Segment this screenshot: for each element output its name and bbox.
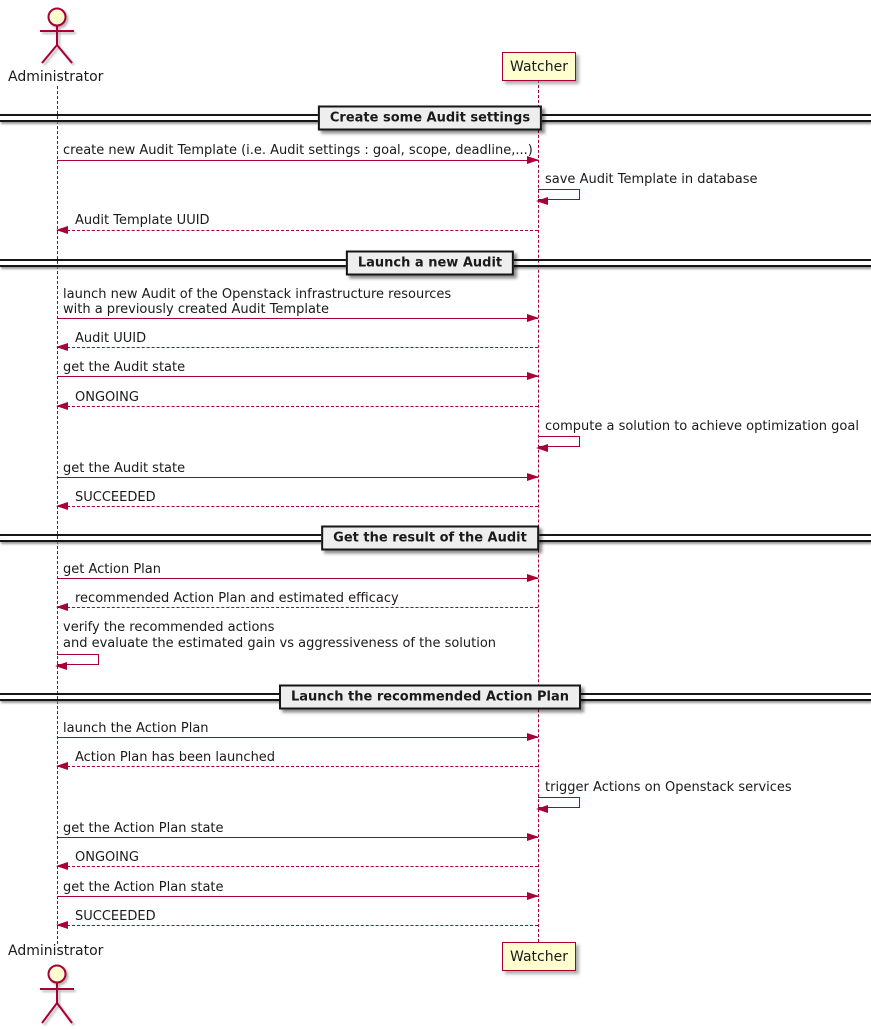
- message-arrow: [57, 578, 538, 579]
- message-label: get the Action Plan state: [63, 821, 224, 836]
- message-return-arrow: [57, 925, 538, 926]
- message-label: Audit UUID: [75, 331, 147, 346]
- message-label: get Action Plan: [63, 562, 161, 577]
- message-return-arrow: [57, 230, 538, 231]
- message-return-arrow: [57, 506, 538, 507]
- arrowhead-right-icon: [527, 833, 539, 841]
- message-arrow: [57, 837, 538, 838]
- divider-label: Create some Audit settings: [318, 106, 542, 131]
- arrowhead-left-icon: [56, 862, 68, 870]
- arrowhead-left-icon: [56, 226, 68, 234]
- arrowhead-left-icon: [56, 921, 68, 929]
- message-label: launch new Audit of the Openstack infrastructure resources: [63, 287, 452, 302]
- arrowhead-left-icon: [55, 662, 67, 670]
- message-label: launch the Action Plan: [63, 721, 209, 736]
- message-label: ONGOING: [75, 850, 139, 865]
- message-arrow: [57, 160, 538, 161]
- message-label: create new Audit Template (i.e. Audit settings : goal, scope, deadline,...): [63, 143, 533, 158]
- administrator-actor-icon: [26, 960, 88, 1026]
- message-arrow: [57, 318, 538, 319]
- message-label: and evaluate the estimated gain vs aggressiveness of the solution: [63, 636, 497, 651]
- message-label: SUCCEEDED: [75, 490, 156, 505]
- message-label: verify the recommended actions: [63, 620, 275, 635]
- self-message-loop: [57, 654, 99, 665]
- message-return-arrow: [57, 607, 538, 608]
- divider-label: Get the result of the Audit: [321, 526, 539, 551]
- self-message-loop: [538, 797, 580, 808]
- administrator-label-top: Administrator: [8, 69, 104, 85]
- message-return-arrow: [57, 866, 538, 867]
- message-label: recommended Action Plan and estimated efficacy: [75, 591, 399, 606]
- arrowhead-right-icon: [527, 892, 539, 900]
- watcher-box-top: Watcher: [502, 52, 576, 81]
- message-label: Action Plan has been launched: [75, 750, 276, 765]
- message-label: save Audit Template in database: [545, 172, 758, 187]
- message-return-arrow: [57, 406, 538, 407]
- message-label: ONGOING: [75, 390, 139, 405]
- message-label: with a previously created Audit Template: [63, 302, 330, 317]
- message-label: get the Audit state: [63, 360, 186, 375]
- arrowhead-left-icon: [56, 502, 68, 510]
- divider-label: Launch the recommended Action Plan: [279, 685, 581, 710]
- message-label: SUCCEEDED: [75, 909, 156, 924]
- arrowhead-right-icon: [527, 156, 539, 164]
- arrowhead-left-icon: [56, 603, 68, 611]
- arrowhead-left-icon: [56, 402, 68, 410]
- administrator-lifeline: [57, 86, 58, 944]
- message-arrow: [57, 896, 538, 897]
- message-label: get the Action Plan state: [63, 880, 224, 895]
- self-message-loop: [538, 189, 580, 200]
- arrowhead-left-icon: [56, 343, 68, 351]
- message-label: trigger Actions on Openstack services: [545, 780, 792, 795]
- arrowhead-left-icon: [536, 444, 548, 452]
- arrowhead-left-icon: [536, 197, 548, 205]
- message-arrow: [57, 737, 538, 738]
- message-arrow: [57, 477, 538, 478]
- message-label: get the Audit state: [63, 461, 186, 476]
- message-return-arrow: [57, 766, 538, 767]
- arrowhead-right-icon: [527, 574, 539, 582]
- arrowhead-right-icon: [527, 733, 539, 741]
- watcher-box-bottom: Watcher: [502, 942, 576, 971]
- arrowhead-right-icon: [527, 473, 539, 481]
- arrowhead-right-icon: [527, 372, 539, 380]
- self-message-loop: [538, 436, 580, 447]
- divider-label: Launch a new Audit: [346, 251, 514, 276]
- arrowhead-left-icon: [536, 805, 548, 813]
- message-label: Audit Template UUID: [75, 213, 210, 228]
- message-label: compute a solution to achieve optimization goal: [545, 419, 859, 434]
- administrator-label-bottom: Administrator: [8, 943, 104, 959]
- arrowhead-right-icon: [527, 314, 539, 322]
- administrator-actor-icon: [26, 4, 88, 66]
- message-return-arrow: [57, 347, 538, 348]
- arrowhead-left-icon: [56, 762, 68, 770]
- message-arrow: [57, 376, 538, 377]
